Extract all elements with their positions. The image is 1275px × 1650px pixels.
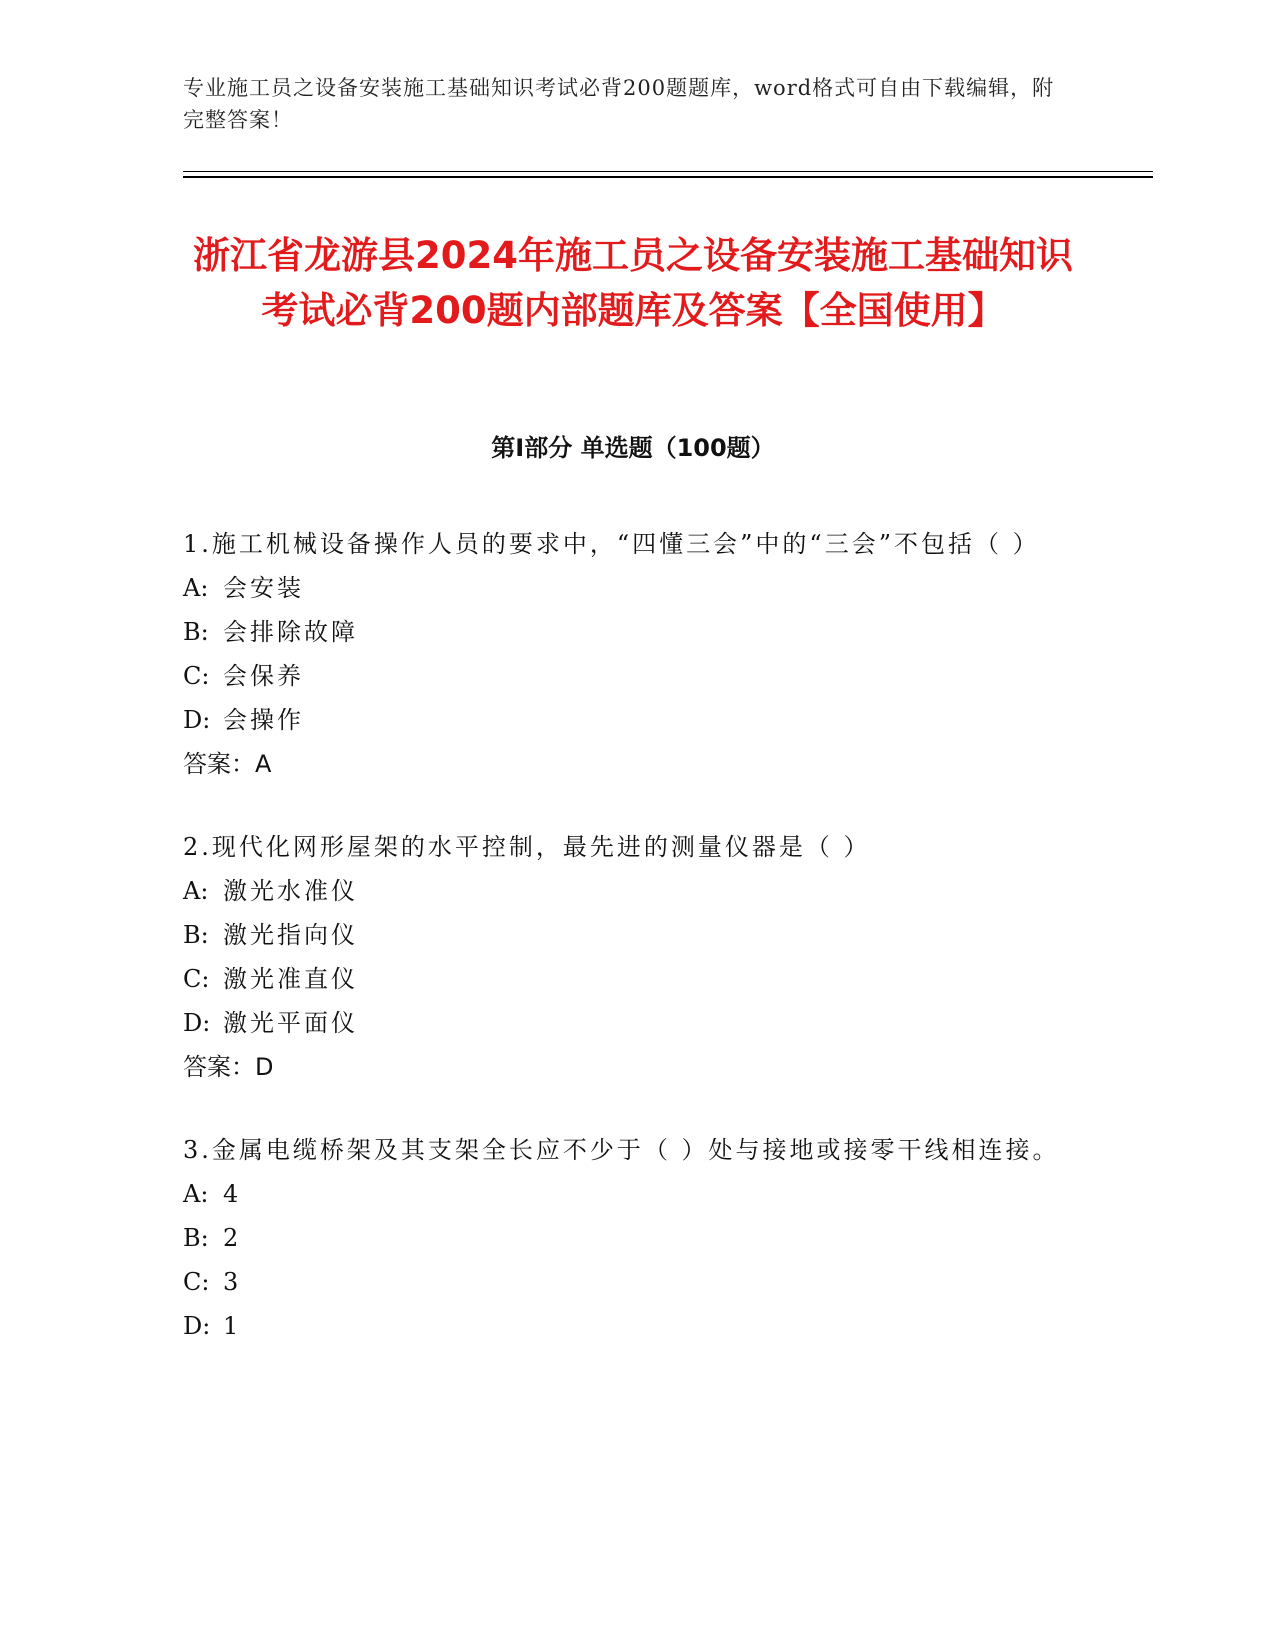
option-label: D: [183, 1312, 211, 1340]
option-text: 4 [223, 1180, 242, 1208]
option-label: A: [183, 877, 209, 905]
option-text: 激光指向仪 [223, 921, 358, 949]
option-label: D: [183, 706, 211, 734]
question-1 [183, 522, 1063, 786]
header-divider-thick [183, 176, 1153, 178]
answer-prefix: 答案： [183, 750, 255, 778]
question-2 [183, 825, 1063, 1089]
question-stem: 2.现代化网形屋架的水平控制，最先进的测量仪器是（ ） [183, 833, 871, 861]
option-text: 2 [223, 1224, 242, 1252]
answer-prefix: 答案： [183, 1053, 255, 1081]
option-text: 会排除故障 [223, 618, 358, 646]
section-title: 第I部分 单选题（100题） [491, 434, 775, 462]
header-note: 专业施工员之设备安装施工基础知识考试必背200题题库，word格式可自由下载编辑，附完整答案！ [183, 76, 1055, 132]
answer-value: A [255, 750, 272, 778]
option-d [183, 1001, 1063, 1045]
option-b [183, 610, 1063, 654]
option-text: 1 [223, 1312, 242, 1340]
option-text: 激光准直仪 [223, 965, 358, 993]
option-c [183, 654, 1063, 698]
answer-line [183, 1045, 1063, 1089]
option-d [183, 1304, 1063, 1348]
answer-line [183, 742, 1063, 786]
document-title: 浙江省龙游县2024年施工员之设备安装施工基础知识考试必背200题内部题库及答案【全国使用】 [193, 234, 1073, 332]
question-list [183, 522, 1063, 1387]
option-label: C: [183, 662, 210, 690]
option-label: C: [183, 1268, 210, 1296]
question-stem: 1.施工机械设备操作人员的要求中，“四懂三会”中的“三会”不包括（ ） [183, 530, 1040, 558]
header-divider-thin [183, 171, 1153, 172]
option-text: 会操作 [223, 706, 304, 734]
option-d [183, 698, 1063, 742]
option-text: 会保养 [223, 662, 304, 690]
question-3 [183, 1128, 1063, 1348]
option-c [183, 1260, 1063, 1304]
option-c [183, 957, 1063, 1001]
option-text: 激光平面仪 [223, 1009, 358, 1037]
question-stem: 3.金属电缆桥架及其支架全长应不少于（ ）处与接地或接零干线相连接。 [183, 1136, 1060, 1164]
option-label: B: [183, 921, 209, 949]
option-a [183, 1172, 1063, 1216]
option-a [183, 869, 1063, 913]
option-text: 激光水准仪 [223, 877, 358, 905]
option-b [183, 913, 1063, 957]
option-text: 3 [223, 1268, 242, 1296]
option-label: B: [183, 618, 209, 646]
option-a [183, 566, 1063, 610]
option-b [183, 1216, 1063, 1260]
option-label: A: [183, 1180, 209, 1208]
option-label: C: [183, 965, 210, 993]
option-label: A: [183, 574, 209, 602]
option-label: D: [183, 1009, 211, 1037]
answer-value: D [255, 1053, 274, 1081]
option-label: B: [183, 1224, 209, 1252]
option-text: 会安装 [223, 574, 304, 602]
